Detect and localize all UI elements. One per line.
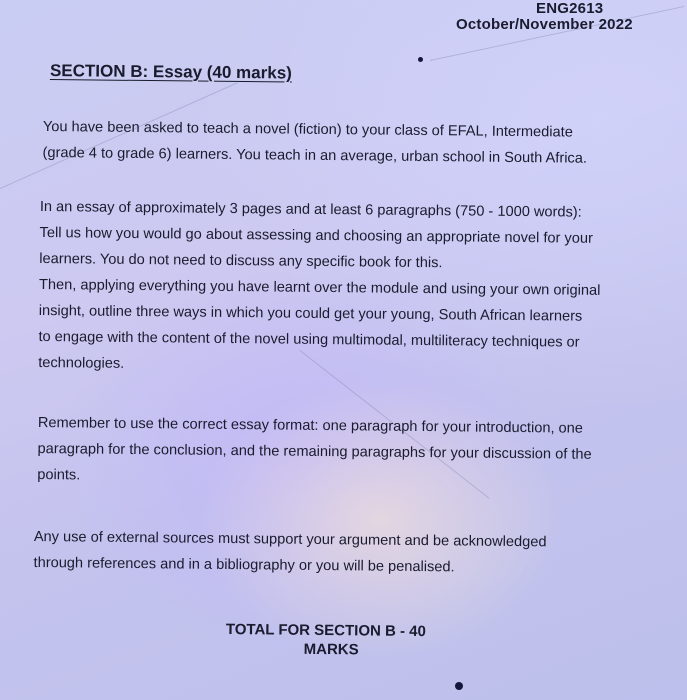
ink-dot: [418, 57, 423, 62]
question-paragraph-4: [33, 524, 546, 581]
paragraph-line: learners. You do not need to discuss any specific book for this.: [39, 250, 443, 272]
total-line: MARKS: [303, 640, 359, 659]
section-title: SECTION B: Essay (40 marks): [49, 61, 292, 83]
paragraph-line: points.: [37, 466, 81, 484]
paragraph-line: to engage with the content of the novel using multimodal, multiliteracy techniques or: [38, 328, 580, 351]
paragraph-line: In an essay of approximately 3 pages and at least 6 paragraphs (750 - 1000 words):: [39, 198, 582, 221]
paragraph-line: paragraph for the conclusion, and the remaining paragraphs for your discussion of the: [37, 440, 592, 463]
question-paragraph-1: [42, 114, 587, 172]
ink-dot: [455, 682, 463, 690]
paragraph-line: Remember to use the correct essay format: one paragraph for your introduction, one: [37, 414, 584, 437]
exam-period: October/November 2022: [456, 16, 633, 33]
paragraph-line: (grade 4 to grade 6) learners. You teach in an average, urban school in South Africa.: [42, 144, 588, 167]
section-total: [226, 620, 446, 660]
question-paragraph-2: [38, 194, 601, 382]
paragraph-line: Any use of external sources must support your argument and be acknowledged: [33, 528, 547, 551]
paragraph-line: through references and in a bibliography or you will be penalised.: [33, 554, 455, 576]
paragraph-line: insight, outline three ways in which you could get your young, South African learners: [38, 302, 583, 325]
total-line: TOTAL FOR SECTION B - 40: [225, 620, 427, 641]
question-paragraph-3: [37, 410, 592, 494]
paragraph-line: Then, applying everything you have learnt over the module and using your own original: [38, 276, 601, 299]
paragraph-line: technologies.: [38, 354, 125, 372]
paragraph-line: Tell us how you would go about assessing and choosing an appropriate novel for your: [39, 224, 593, 247]
course-code: ENG2613: [536, 0, 604, 17]
paragraph-line: You have been asked to teach a novel (fiction) to your class of EFAL, Intermediate: [42, 118, 573, 141]
